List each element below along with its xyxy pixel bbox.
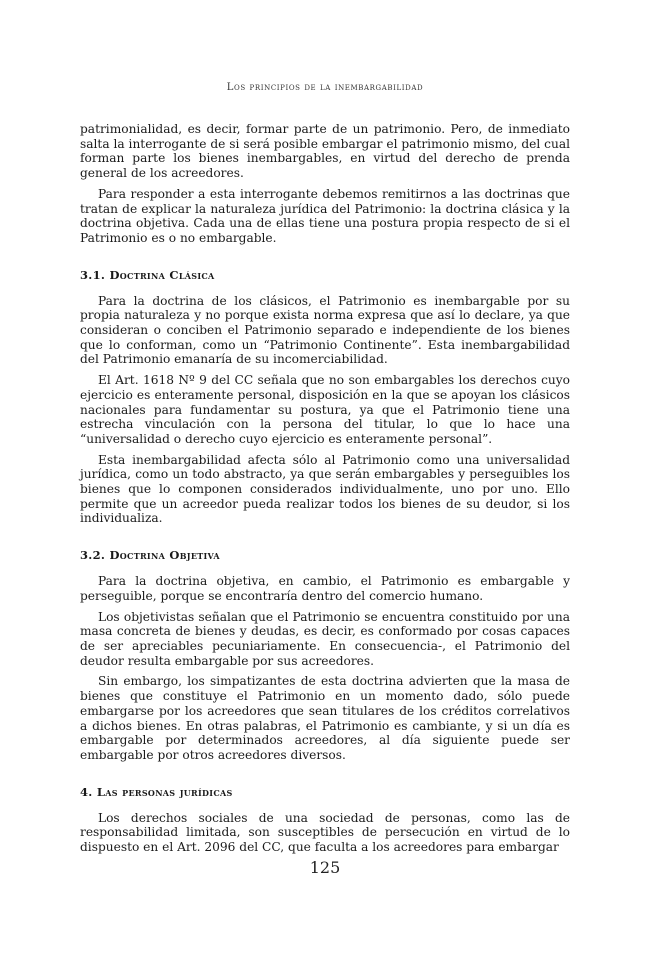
section-3-1-paragraph-2: El Art. 1618 Nº 9 del CC señala que no son embargables los derechos cuyo ejercicio es enteramente personal, disposición en la que se apoyan los clásicos nacionales para fundamentar su postura, ya que el Patrimonio tiene una estrecha vinculación con la persona del titular, lo que lo hace una “universalidad o derecho cuyo ejercicio es enteramente personal”. bbox=[80, 373, 570, 446]
section-3-2-paragraph-1: Para la doctrina objetiva, en cambio, el Patrimonio es embargable y perseguible, porque se encontraría dentro del comercio humano. bbox=[80, 574, 570, 603]
intro-paragraph-1: patrimonialidad, es decir, formar parte de un patrimonio. Pero, de inmediato salta la interrogante de si será posible embargar el patrimonio mismo, del cual forman parte los bienes inembargables, en virtud del derecho de prenda general de los acreedores. bbox=[80, 122, 570, 181]
page-number: 125 bbox=[309, 858, 341, 877]
section-heading-3-2: 3.2. Doctrina Objetiva bbox=[80, 548, 220, 563]
book-page bbox=[80, 0, 570, 954]
intro-paragraph-2: Para responder a esta interrogante debemos remitirnos a las doctrinas que tratan de explicar la naturaleza jurídica del Patrimonio: la doctrina clásica y la doctrina objetiva. Cada una de ellas tiene una postura propia respecto de si el Patrimonio es o no embargable. bbox=[80, 186, 570, 245]
section-heading-3-1: 3.1. Doctrina Clásica bbox=[80, 267, 215, 282]
page-content bbox=[80, 122, 570, 861]
section-3-2-paragraph-2: Los objetivistas señalan que el Patrimonio se encuentra constituido por una masa concreta de bienes y deudas, es decir, es conformado por cosas capaces de ser apreciables pecuniariamente. En consecuencia-, el Patrimonio del deudor resulta embargable por sus acreedores. bbox=[80, 609, 570, 668]
section-heading-4: 4. Las personas jurídicas bbox=[80, 784, 233, 799]
section-3-1-paragraph-3: Esta inembargabilidad afecta sólo al Patrimonio como una universalidad jurídica, como un todo abstracto, ya que serán embargables y perseguibles los bienes que lo componen considerados individualmente, uno por uno. Ello permite que un acreedor pueda realizar todos los bienes de su deudor, si los individualiza. bbox=[80, 452, 570, 526]
section-3-2-paragraph-3: Sin embargo, los simpatizantes de esta doctrina advierten que la masa de bienes que constituye el Patrimonio en un momento dado, sólo puede embargarse por los acreedores que sean titulares de los créditos correlativos a dichos bienes. En otras palabras, el Patrimonio es cambiante, y si un día es embargable por determinados acreedores, al día siguiente puede ser embargable por otros acreedores diversos. bbox=[80, 674, 570, 762]
section-4-paragraph-1: Los derechos sociales de una sociedad de personas, como las de responsabilidad limitada, son susceptibles de persecución en virtud de lo dispuesto en el Art. 2096 del CC, que faculta a los acreedores para embargar bbox=[80, 810, 570, 855]
section-3-1-paragraph-1: Para la doctrina de los clásicos, el Patrimonio es inembargable por su propia naturaleza y no porque exista norma expresa que así lo declare, ya que consideran o conciben el Patrimonio separado e independiente de los bienes que lo conforman, como un “Patrimonio Continente”. Esta inembargabilidad del Patrimonio emanaría de su incomerciabilidad. bbox=[80, 293, 570, 367]
running-head: Los principios de la inembargabilidad bbox=[226, 82, 424, 93]
